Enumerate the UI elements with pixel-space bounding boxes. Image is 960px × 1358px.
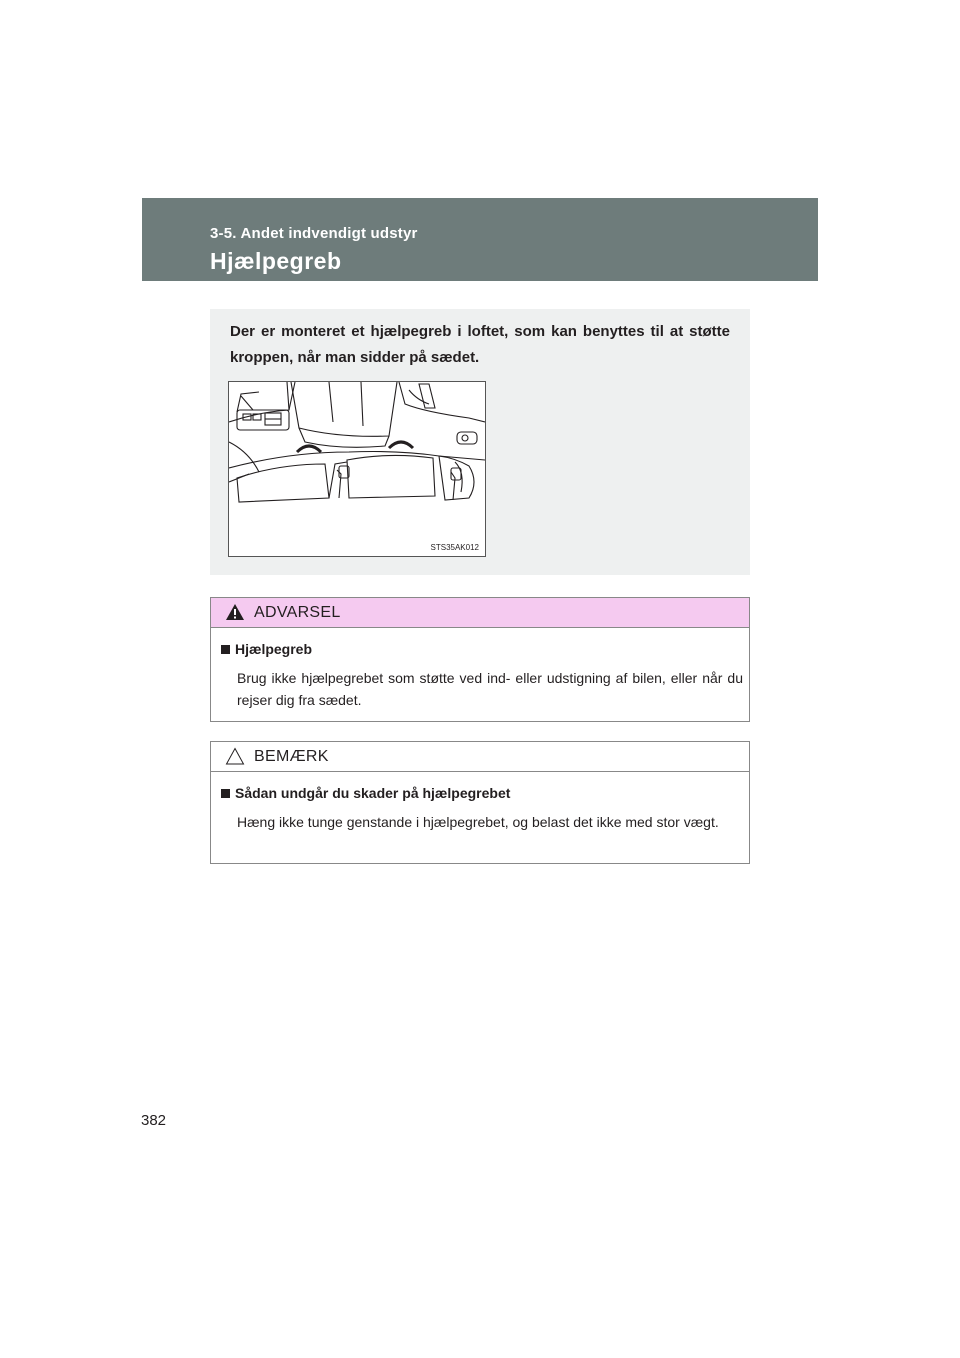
warning-item-text: Brug ikke hjælpegrebet som støtte ved ind- eller udstigning af bilen, eller når du rejser dig fra sædet.	[237, 670, 743, 708]
notice-item-title	[221, 785, 741, 801]
page-title: Hjælpegreb	[210, 248, 342, 274]
figure-code: STS35AK012	[430, 543, 479, 552]
intro-text: Der er monteret et hjælpegreb i loftet, som kan benyttes til at støtte kroppen, når man sidder på sædet.	[230, 323, 730, 366]
notice-box	[210, 741, 750, 864]
car-interior-illustration	[229, 382, 485, 556]
warning-item-title	[221, 641, 741, 657]
header-band	[142, 198, 818, 281]
intro-box	[210, 309, 750, 575]
page-number: 382	[141, 1112, 167, 1129]
assist-grip-illustration	[228, 381, 486, 557]
notice-header	[211, 742, 749, 772]
caution-outline-icon	[225, 747, 245, 765]
bullet-square-icon	[221, 645, 230, 654]
notice-label: BEMÆRK	[254, 748, 329, 765]
bullet-square-icon	[221, 789, 230, 798]
notice-item-text: Hæng ikke tunge genstande i hjælpegrebet, og belast det ikke med stor vægt.	[237, 814, 719, 830]
warning-box	[210, 597, 750, 722]
notice-item-title-text: Sådan undgår du skader på hjælpegrebet	[235, 785, 511, 801]
warning-label: ADVARSEL	[254, 604, 341, 621]
warning-item-title-text: Hjælpegreb	[235, 641, 313, 657]
section-label: 3-5. Andet indvendigt udstyr	[210, 225, 418, 242]
warning-triangle-icon	[225, 603, 245, 621]
warning-header	[211, 598, 749, 628]
